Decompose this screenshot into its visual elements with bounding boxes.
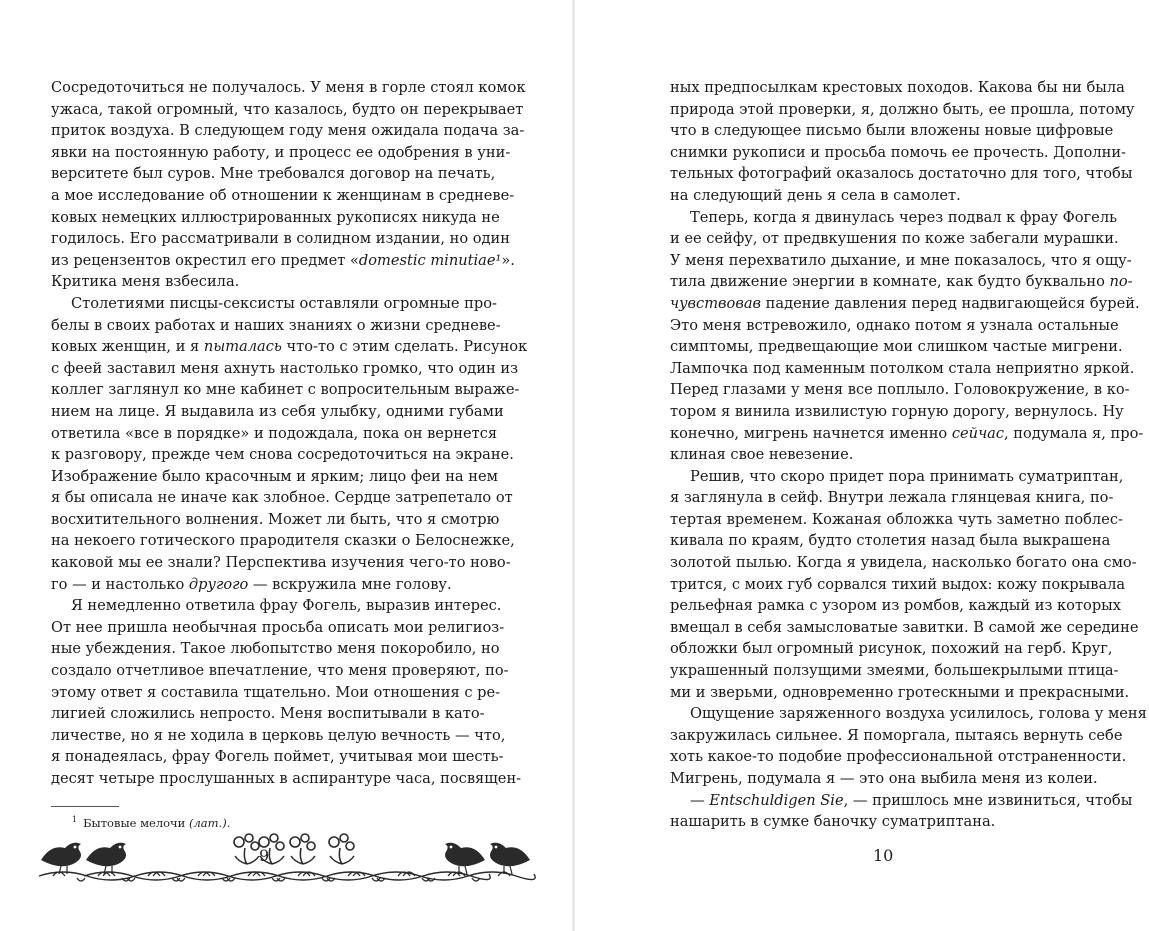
text-line: каковой мы ее знали? Перспектива изучения чего-то ново- bbox=[51, 554, 511, 572]
text-line: Перед глазами у меня все поплыло. Головокружение, в ко- bbox=[670, 381, 1130, 399]
text-line: что в следующее письмо были вложены новые цифровые bbox=[670, 122, 1114, 140]
text-line: приток воздуха. В следующем году меня ожидала подача за- bbox=[51, 122, 525, 140]
right-ornament bbox=[78, 828, 538, 888]
text-line: Изображение было красочным и ярким; лицо феи на нем bbox=[51, 467, 498, 485]
text-line: Критика меня взбесила. bbox=[51, 273, 240, 291]
text-line: Мигрень, подумала я — это она выбила меня из колеи. bbox=[670, 770, 1098, 787]
text-line: Сосредоточиться не получалось. У меня в горле стоял комок bbox=[51, 79, 526, 96]
text-line: верситете был суров. Мне требовался договор на печать, bbox=[51, 165, 496, 183]
text-line: Теперь, когда я двинулась через подвал к фрау Фогель bbox=[690, 208, 1118, 226]
text-line: закружилась сильнее. Я поморгала, пытаясь вернуть себе bbox=[670, 726, 1123, 744]
text-line: нием на лице. Я выдавила из себя улыбку, одними губами bbox=[51, 402, 504, 420]
text-line: тором я винила извилистую горную дорогу, вернулось. Ну bbox=[670, 402, 1124, 420]
text-line: обложки был огромный рисунок, похожий на герб. Круг, bbox=[670, 640, 1113, 658]
footnote-lang: (лат.). bbox=[188, 815, 231, 830]
text-line: Лампочка под каменным потолком стала неприятно яркой. bbox=[670, 359, 1135, 377]
footnote-text: Бытовые мелочи bbox=[83, 815, 186, 830]
text-line: этому ответ я составила тщательно. Мои отношения с ре- bbox=[51, 683, 501, 701]
text-line: ответила «все в порядке» и подождала, пока он вернется bbox=[51, 424, 498, 442]
text-line: с феей заставил меня ахнуть настолько громко, что один из bbox=[51, 359, 519, 377]
text-line: на некоего готического прародителя сказки о Белоснежке, bbox=[51, 532, 515, 550]
text-line: ковых женщин, и я пыталась что-то с этим сделать. Рисунок bbox=[51, 338, 528, 356]
text-line: чувствовав падение давления перед надвигающейся бурей. bbox=[670, 294, 1140, 312]
text-line: явки на постоянную работу, и процесс ее одобрения в уни- bbox=[51, 143, 511, 161]
text-line: ные убеждения. Такое любопытство меня покоробило, но bbox=[51, 640, 500, 658]
text-line: белы в своих работах и наших знаниях о жизни средневе- bbox=[51, 316, 501, 334]
text-line: ковых немецких иллюстрированных рукописях никуда не bbox=[51, 208, 500, 226]
text-line: а мое исследование об отношении к женщинам в средневе- bbox=[51, 186, 515, 204]
bird-icon bbox=[490, 843, 530, 874]
text-line: к разговору, прежде чем снова сосредоточиться на экране. bbox=[51, 446, 514, 464]
text-line: Решив, что скоро придет пора принимать суматриптан, bbox=[690, 467, 1124, 485]
text-line: Я немедленно ответила фрау Фогель, выразив интерес. bbox=[71, 597, 502, 615]
text-line: рельефная рамка с узором из ромбов, каждый из которых bbox=[670, 597, 1122, 615]
page-number: 10 bbox=[873, 846, 894, 865]
text-line: я понадеялась, фрау Фогель поймет, учитывая мои шесть- bbox=[51, 748, 504, 766]
right-page bbox=[575, 0, 1149, 931]
bird-icon bbox=[86, 843, 126, 874]
text-line: из рецензентов окрестил его предмет «domestic minutiae¹». bbox=[51, 251, 515, 269]
text-line: симптомы, предвещающие мои слишком частые мигрени. bbox=[670, 338, 1123, 356]
text-line: золотой пылью. Когда я увидела, насколько богато она смо- bbox=[670, 554, 1137, 572]
text-line: на следующий день я села в самолет. bbox=[670, 186, 961, 204]
text-line: я бы описала не иначе как злобное. Сердце затрепетало от bbox=[51, 489, 513, 507]
text-line: личестве, но я не ходила в церковь целую вечность — что, bbox=[51, 726, 506, 744]
text-line: го — и настолько другого — вскружила мне голову. bbox=[51, 575, 452, 593]
flower-icon bbox=[259, 834, 284, 864]
text-line: коллег заглянул ко мне кабинет с вопросительным выраже- bbox=[51, 381, 520, 399]
text-line: Столетиями писцы-сексисты оставляли огромные про- bbox=[71, 294, 497, 312]
text-line: Это меня встревожило, однако потом я узнала остальные bbox=[670, 316, 1119, 334]
text-line: годилось. Его рассматривали в солидном издании, но один bbox=[51, 230, 510, 248]
text-line: ных предпосылкам крестовых походов. Какова бы ни была bbox=[670, 79, 1125, 96]
text-line: лигией сложились непросто. Меня воспитывали в като- bbox=[51, 705, 485, 723]
text-line: клиная свое невезение. bbox=[670, 446, 854, 464]
text-line: десят четыре прослушанных в аспирантуре часа, посвящен- bbox=[51, 770, 522, 787]
text-line: украшенный ползущими змеями, большекрылыми птица- bbox=[670, 662, 1119, 680]
vine-border bbox=[84, 872, 535, 881]
text-line: Ощущение заряженного воздуха усилилось, голова у меня bbox=[690, 705, 1147, 723]
left-page bbox=[0, 0, 574, 931]
text-line: я заглянула в сейф. Внутри лежала глянцевая книга, по- bbox=[670, 489, 1114, 507]
text-line: создало отчетливое впечатление, что меня проверяют, по- bbox=[51, 662, 509, 680]
footnote-mark: 1 bbox=[72, 815, 78, 824]
text-line: трится, с моих губ сорвался тихий выдох: кожу покрывала bbox=[670, 575, 1126, 593]
text-line: ми и зверьми, одновременно гротескными и прекрасными. bbox=[670, 683, 1130, 701]
text-line: хоть какое-то подобие профессиональной отстраненности. bbox=[670, 748, 1127, 766]
flower-icon bbox=[329, 834, 354, 864]
text-line: — Entschuldigen Sie, — пришлось мне извиниться, чтобы bbox=[690, 791, 1133, 809]
text-line: вмещал в себя замысловатые завитки. В самой же середине bbox=[670, 618, 1139, 636]
footnote-rule bbox=[51, 806, 119, 807]
text-line: кивала по краям, будто столетия назад была выкрашена bbox=[670, 532, 1111, 550]
text-line: и ее сейфу, от предвкушения по коже забегали мурашки. bbox=[670, 230, 1119, 248]
text-line: нашарить в сумке баночку суматриптана. bbox=[670, 813, 996, 831]
text-line: природа этой проверки, я, должно быть, ее прошла, потому bbox=[670, 100, 1135, 118]
text-line: снимки рукописи и просьба помочь ее прочесть. Дополни- bbox=[670, 143, 1126, 161]
text-line: У меня перехватило дыхание, и мне показалось, что я ощу- bbox=[670, 251, 1132, 269]
text-line: От нее пришла необычная просьба описать мои религиоз- bbox=[51, 618, 505, 636]
text-line: тельных фотографий оказалось достаточно для того, чтобы bbox=[670, 165, 1133, 183]
text-line: восхитительного волнения. Может ли быть, что я смотрю bbox=[51, 510, 500, 528]
bird-icon bbox=[41, 843, 81, 874]
text-line: конечно, мигрень начнется именно сейчас, подумала я, про- bbox=[670, 424, 1144, 442]
text-line: тертая временем. Кожаная обложка чуть заметно поблес- bbox=[670, 510, 1123, 528]
text-line: тила движение энергии в комнате, как будто буквально по- bbox=[670, 273, 1133, 291]
page-number: 9 bbox=[259, 846, 270, 865]
left-text-block bbox=[51, 77, 528, 790]
text-line: ужаса, такой огромный, что казалось, будто он перекрывает bbox=[51, 100, 524, 118]
right-text-block bbox=[670, 77, 1147, 833]
